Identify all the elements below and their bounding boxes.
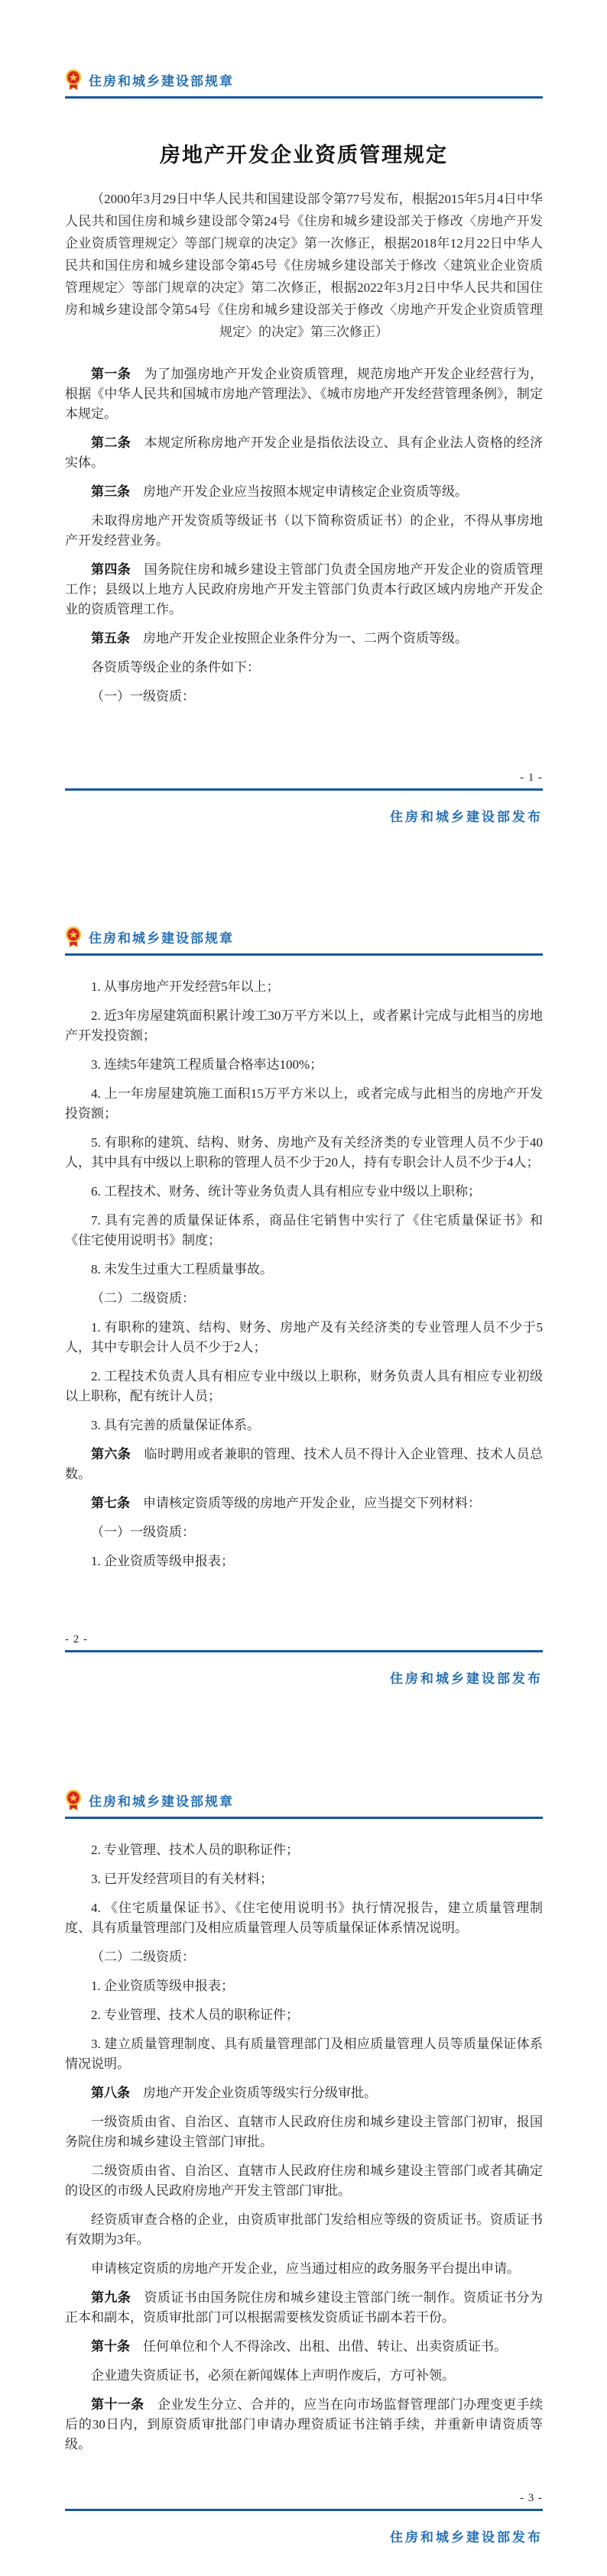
page-footer (65, 2492, 543, 2545)
page-number: - 2 - (65, 1633, 88, 1646)
article-number: 第七条 (91, 1496, 130, 1510)
paragraph: 第二条 本规定所称房地产开发企业是指依法设立、具有企业法人资格的经济实体。 (65, 435, 544, 470)
article-number: 第五条 (91, 631, 130, 646)
page-header (65, 1789, 543, 1811)
page-footer (65, 772, 543, 825)
paragraph: 2. 专业管理、技术人员的职称证件； (91, 1843, 299, 1857)
page-body (65, 1831, 543, 2464)
national-emblem-icon (65, 926, 82, 948)
page-3 (0, 1742, 607, 2576)
paragraph: 一级资质由省、自治区、直辖市人民政府住房和城乡建设主管部门初审，报国务院住房和城乡建设主管部门审批。 (65, 2115, 543, 2149)
paragraph: 6. 工程技术、财务、统计等业务负责人具有相应专业中级以上职称； (91, 1184, 481, 1199)
header-rule (65, 96, 543, 99)
paragraph: 4. 《住宅质量保证书》、《住宅使用说明书》执行情况报告，建立质量管理制度、具有质量管理部门及相应质量管理人员等质量保证体系情况说明。 (65, 1901, 543, 1935)
paragraph: 1. 有职称的建筑、结构、财务、房地产及有关经济类的专业管理人员不少于5人，其中专职会计人员不少于2人； (65, 1320, 543, 1354)
page-body (65, 355, 543, 716)
paragraph: 3. 已开发经营项目的有关材料； (91, 1872, 273, 1886)
footer-rule (65, 1650, 543, 1652)
page-body (65, 968, 543, 1581)
paragraph: 第十条 任何单位和个人不得涂改、出租、出借、转让、出卖资质证书。 (91, 2339, 507, 2354)
paragraph: 第十一条 企业发生分立、合并的，应当在向市场监督管理部门办理变更手续后的30日内，到原资质审批部门申请办理资质证书注销手续，并重新申请资质等级。 (65, 2397, 544, 2451)
paragraph: 申请核定资质的房地产开发企业，应当通过相应的政务服务平台提出申请。 (91, 2261, 520, 2276)
header-rule (65, 1817, 543, 1819)
paragraph: 2. 近3年房屋建筑面积累计竣工30万平方米以上，或者累计完成与此相当的房地产开发投资额； (65, 1008, 543, 1043)
paragraph: 7. 具有完善的质量保证体系，商品住宅销售中实行了《住宅质量保证书》和《住宅使用说明书》制度； (65, 1213, 543, 1248)
paragraph: 1. 企业资质等级申报表； (91, 1554, 234, 1568)
document-title: 房地产开发企业资质管理规定 (160, 144, 448, 167)
paragraph: 第六条 临时聘用或者兼职的管理、技术人员不得计入企业管理、技术人员总数。 (65, 1447, 544, 1481)
banner-label: 住房和城乡建设部规章 (89, 74, 234, 89)
page-header (65, 69, 543, 91)
article-number: 第十一条 (91, 2397, 144, 2412)
paragraph: 3. 建立质量管理制度、具有质量管理部门及相应质量管理人员等质量保证体系情况说明。 (65, 2037, 543, 2071)
article-number: 第八条 (91, 2086, 130, 2100)
page-number: - 3 - (520, 2492, 543, 2504)
national-emblem-icon (65, 69, 82, 91)
banner-label: 住房和城乡建设部规章 (89, 1794, 234, 1809)
paragraph: 第一条 为了加强房地产开发企业资质管理，规范房地产开发企业经营行为，根据《中华人民共和国城市房地产管理法》、《城市房地产开发经营管理条例》，制定本规定。 (65, 367, 544, 421)
page-footer (65, 1633, 543, 1687)
article-number: 第三条 (91, 484, 130, 499)
article-number: 第二条 (91, 435, 131, 450)
paragraph: 经资质审查合格的企业，由资质审批部门发给相应等级的资质证书。资质证书有效期为3年。 (65, 2212, 543, 2247)
paragraph: 1. 企业资质等级申报表； (91, 1979, 234, 1993)
paragraph: 第八条 房地产开发企业资质等级实行分级审批。 (91, 2086, 377, 2100)
footer-rule (65, 2509, 543, 2511)
article-number: 第一条 (91, 367, 131, 381)
paragraph: 4. 上一年房屋建筑施工面积15万平方米以上，或者完成与此相当的房地产开发投资额； (65, 1086, 543, 1121)
paragraph: 未取得房地产开发资质等级证书（以下简称资质证书）的企业，不得从事房地产开发经营业务。 (65, 513, 543, 548)
paragraph: 企业遗失资质证书，必须在新闻媒体上声明作废后，方可补领。 (91, 2368, 455, 2383)
paragraph: 3. 具有完善的质量保证体系。 (91, 1418, 260, 1432)
paragraph: 第四条 国务院住房和城乡建设主管部门负责全国房地产开发企业的资质管理工作；县级以上地方人民政府房地产开发主管部门负责本行政区域内房地产开发企业的资质管理工作。 (65, 562, 544, 616)
paragraph: 二级资质由省、自治区、直辖市人民政府住房和城乡建设主管部门或者其确定的设区的市级人民政府房地产开发主管部门审批。 (65, 2163, 543, 2198)
paragraph: 第七条 申请核定资质等级的房地产开发企业，应当提交下列材料： (91, 1496, 481, 1510)
paragraph: 第五条 房地产开发企业按照企业条件分为一、二两个资质等级。 (91, 631, 468, 646)
publisher-label: 住房和城乡建设部发布 (390, 2530, 543, 2545)
footer-rule (65, 788, 543, 791)
paragraph: （二）二级资质： (91, 1950, 195, 1964)
preamble: （2000年3月29日中华人民共和国建设部令第77号发布，根据2015年5月4日中华人民共和国住房和城乡建设部令第24号《住房和城乡建设部关于修改〈房地产开发企业资质管理规定〉等部门规章的决定》第一次修正，根据2018年12月22日中华人民共和国住房和城乡建设部令第45号《住房城乡建设部关于修改〈建筑业企业资质管理规定〉等部门规章的决定》第二次修正，根据2022年3月2日中华人民共和国住房和城乡建设部令第54号《住房和城乡建设部关于修改〈房地产开发企业资质管理规定〉的决定》第三次修正） (65, 192, 543, 339)
article-number: 第十条 (91, 2339, 130, 2354)
paragraph: 2. 专业管理、技术人员的职称证件； (91, 2008, 299, 2022)
paragraph: （二）二级资质： (91, 1291, 195, 1306)
paragraph: 第九条 资质证书由国务院住房和城乡建设主管部门统一制作。资质证书分为正本和副本，资质审批部门可以根据需要核发资质证书副本若干份。 (65, 2290, 544, 2325)
page-2 (0, 879, 607, 1742)
page-1 (0, 0, 607, 879)
page-header (65, 926, 543, 948)
paragraph: 5. 有职称的建筑、结构、财务、房地产及有关经济类的专业管理人员不少于40人，其中具有中级以上职称的管理人员不少于20人，持有专职会计人员不少于4人； (65, 1135, 543, 1170)
paragraph: 2. 工程技术负责人具有相应专业中级以上职称，财务负责人具有相应专业初级以上职称，配有统计人员； (65, 1369, 543, 1403)
article-number: 第六条 (91, 1447, 131, 1461)
paragraph: 3. 连续5年建筑工程质量合格率达100%； (91, 1057, 323, 1072)
article-number: 第九条 (91, 2290, 131, 2305)
paragraph: 各资质等级企业的条件如下： (91, 660, 260, 675)
paragraph: （一）一级资质： (91, 689, 195, 704)
publisher-label: 住房和城乡建设部发布 (390, 1671, 543, 1686)
banner-label: 住房和城乡建设部规章 (89, 931, 234, 946)
header-rule (65, 953, 543, 956)
paragraph: 1. 从事房地产开发经营5年以上； (91, 979, 280, 994)
paragraph: 8. 未发生过重大工程质量事故。 (91, 1262, 273, 1277)
national-emblem-icon (65, 1789, 82, 1811)
paragraph: 第三条 房地产开发企业应当按照本规定申请核定企业资质等级。 (91, 484, 468, 499)
article-number: 第四条 (91, 562, 131, 577)
page-number: - 1 - (520, 772, 543, 784)
publisher-label: 住房和城乡建设部发布 (390, 810, 543, 824)
paragraph: （一）一级资质： (91, 1525, 195, 1539)
